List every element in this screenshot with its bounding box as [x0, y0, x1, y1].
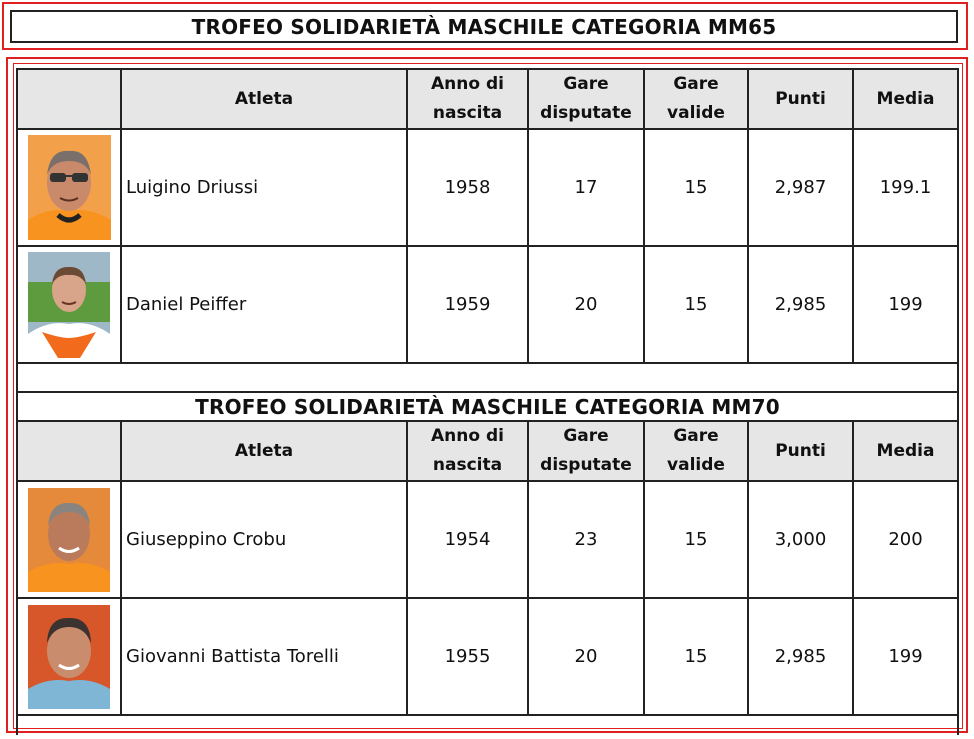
photo-cell — [17, 129, 121, 246]
table-header-row — [17, 69, 958, 129]
athlete-photo — [28, 488, 110, 592]
races-cell: 20 — [528, 598, 644, 715]
athlete-photo — [28, 252, 110, 358]
birth-year-column-header — [407, 421, 528, 481]
valid-races-cell: 15 — [644, 598, 748, 715]
header-line: valide — [667, 103, 725, 123]
header-line: Gare — [563, 74, 609, 94]
athlete-name: Giuseppino Crobu — [121, 481, 407, 598]
athlete-name: Luigino Driussi — [121, 129, 407, 246]
section-title-row — [17, 392, 958, 421]
athlete-name: Daniel Peiffer — [121, 246, 407, 363]
points-cell: 2,985 — [748, 598, 853, 715]
header-line: disputate — [540, 455, 632, 475]
points-column-header: Punti — [748, 421, 853, 481]
table-header-row — [17, 421, 958, 481]
photo-cell — [17, 481, 121, 598]
header-line: Gare — [673, 74, 719, 94]
athlete-column-header: Atleta — [121, 69, 407, 129]
birth-year-cell: 1955 — [407, 598, 528, 715]
table-row — [17, 129, 958, 246]
spacer-cell — [17, 363, 958, 392]
valid-races-cell: 15 — [644, 481, 748, 598]
valid-races-cell: 15 — [644, 129, 748, 246]
ranking-table — [16, 68, 959, 735]
photo-header-cell — [17, 421, 121, 481]
spacer-cell — [17, 715, 958, 735]
races-column-header — [528, 421, 644, 481]
birth-year-cell: 1958 — [407, 129, 528, 246]
races-cell: 20 — [528, 246, 644, 363]
spacer-row — [17, 715, 958, 735]
section-title: TROFEO SOLIDARIETÀ MASCHILE CATEGORIA MM70 — [17, 392, 958, 421]
average-cell: 199 — [853, 246, 958, 363]
header-line: valide — [667, 455, 725, 475]
athlete-photo — [28, 135, 111, 240]
photo-cell — [17, 246, 121, 363]
points-cell: 3,000 — [748, 481, 853, 598]
table-row — [17, 598, 958, 715]
birth-year-cell: 1954 — [407, 481, 528, 598]
valid-races-cell: 15 — [644, 246, 748, 363]
header-line: nascita — [432, 455, 503, 475]
points-column-header: Punti — [748, 69, 853, 129]
average-column-header: Media — [853, 421, 958, 481]
races-cell: 17 — [528, 129, 644, 246]
table-row — [17, 246, 958, 363]
average-cell: 199.1 — [853, 129, 958, 246]
header-line: Anno di — [431, 74, 504, 94]
average-cell: 199 — [853, 598, 958, 715]
average-cell: 200 — [853, 481, 958, 598]
races-cell: 23 — [528, 481, 644, 598]
birth-year-cell: 1959 — [407, 246, 528, 363]
page-title: TROFEO SOLIDARIETÀ MASCHILE CATEGORIA MM65 — [10, 10, 958, 43]
athlete-photo — [28, 605, 110, 709]
points-cell: 2,985 — [748, 246, 853, 363]
photo-cell — [17, 598, 121, 715]
valid-races-column-header — [644, 69, 748, 129]
header-line: Gare — [673, 426, 719, 446]
header-line: Gare — [563, 426, 609, 446]
birth-year-column-header — [407, 69, 528, 129]
valid-races-column-header — [644, 421, 748, 481]
spacer-row — [17, 363, 958, 392]
points-cell: 2,987 — [748, 129, 853, 246]
header-line: Anno di — [431, 426, 504, 446]
header-line: disputate — [540, 103, 632, 123]
athlete-name: Giovanni Battista Torelli — [121, 598, 407, 715]
photo-header-cell — [17, 69, 121, 129]
athlete-column-header: Atleta — [121, 421, 407, 481]
table-row — [17, 481, 958, 598]
header-line: nascita — [432, 103, 503, 123]
races-column-header — [528, 69, 644, 129]
average-column-header: Media — [853, 69, 958, 129]
